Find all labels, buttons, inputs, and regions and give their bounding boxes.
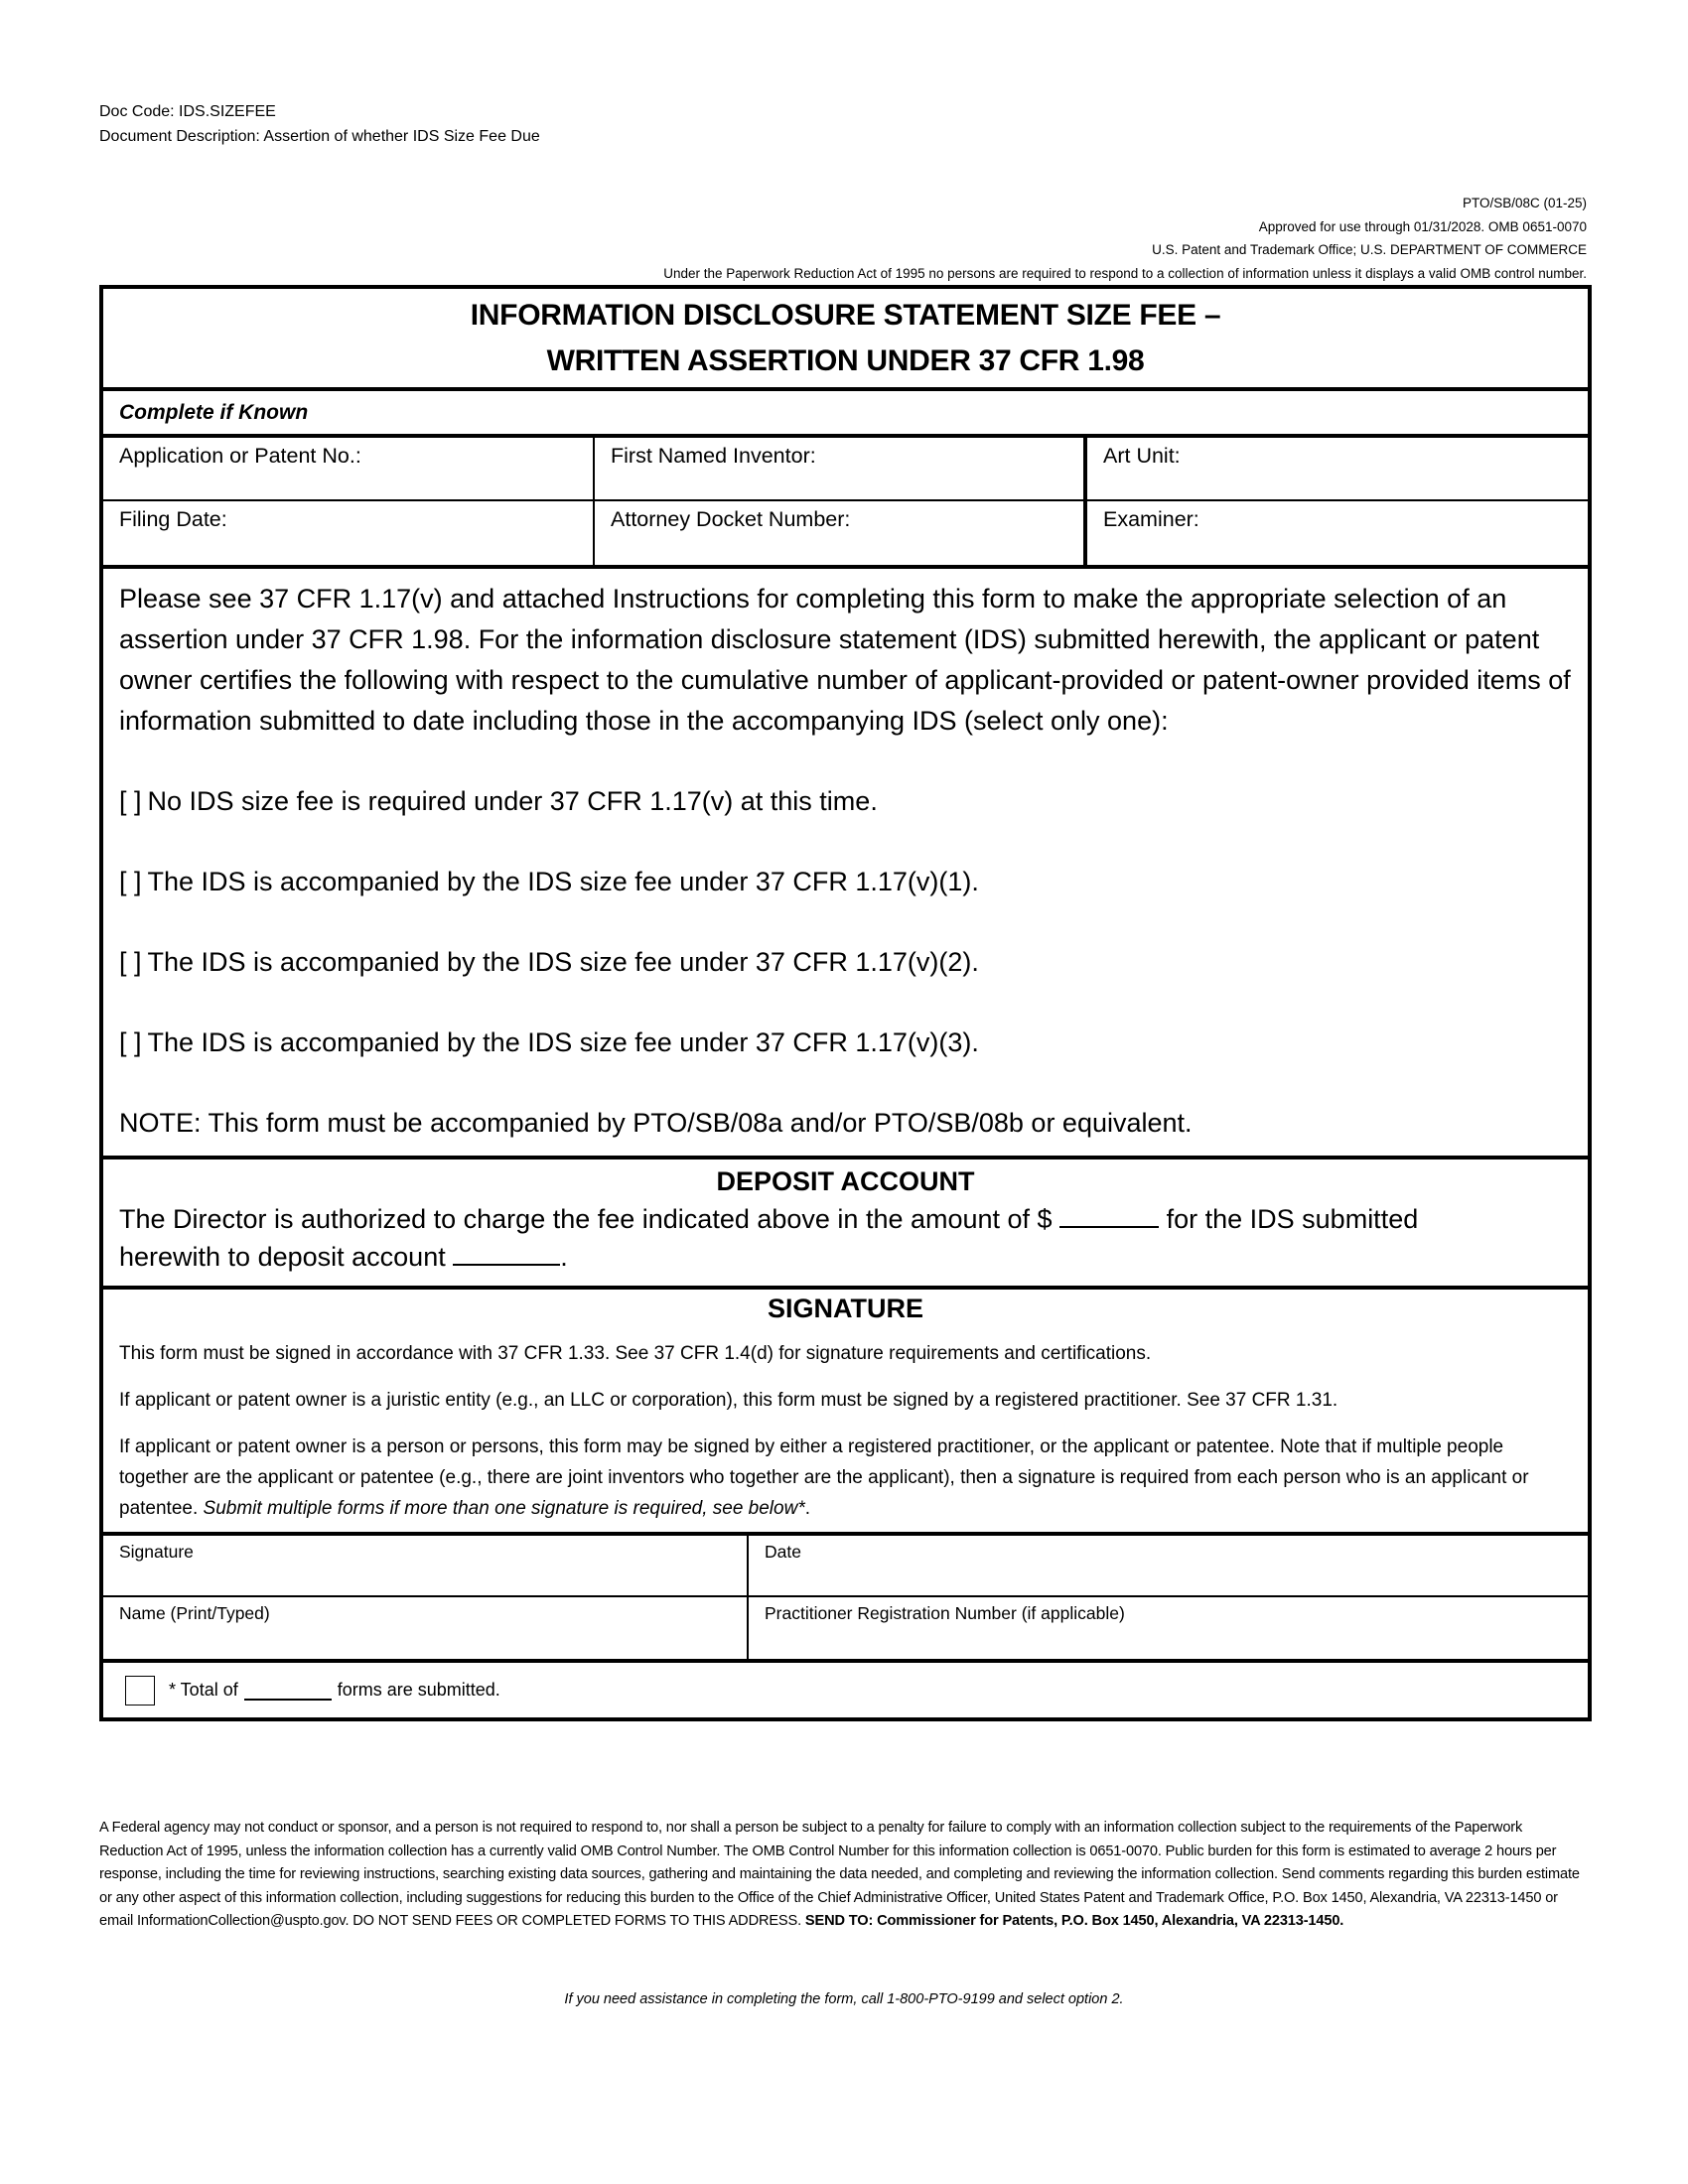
total-forms-prefix: * Total of — [169, 1680, 238, 1700]
option-fee-v2[interactable] — [119, 942, 1572, 983]
ids-size-fee-form — [99, 285, 1592, 1721]
date-field[interactable] — [749, 1536, 1588, 1597]
option-checkbox[interactable]: [ ] — [119, 947, 142, 977]
deposit-authorization-text — [119, 1200, 1572, 1276]
assertion-intro: Please see 37 CFR 1.17(v) and attached Instructions for completing this form to make the appropriate selection of an assertion under 37 CFR 1.98. For the information disclosure statement (IDS) submitted herewith, the applicant or patent owner certifies the following with respect to the cumulative number of applicant-provided or patent-owner provided items of information submitted to date including those in the accompanying IDS (select only one): — [119, 584, 1571, 736]
art-unit-label: Art Unit: — [1103, 444, 1181, 468]
signature-field[interactable] — [103, 1536, 749, 1597]
docket-number-field[interactable] — [595, 501, 1087, 565]
date-label: Date — [765, 1542, 801, 1562]
registration-number-field[interactable] — [749, 1597, 1588, 1659]
paperwork-notice: Under the Paperwork Reduction Act of 1995 no persons are required to respond to a collection of information unless it displays a valid OMB control number. — [663, 265, 1587, 281]
document-metadata — [99, 99, 540, 149]
form-number: PTO/SB/08C (01-25) — [1462, 196, 1587, 210]
form-title-line-2: WRITTEN ASSERTION UNDER 37 CFR 1.98 — [546, 343, 1145, 377]
signature-grid — [103, 1536, 1588, 1663]
approval-notice: Approved for use through 01/31/2028. OMB 0651-0070 — [1258, 218, 1587, 234]
option-fee-v3[interactable] — [119, 1023, 1572, 1063]
total-forms-row — [103, 1663, 1588, 1717]
signature-instructions — [103, 1290, 1588, 1536]
option-label: The IDS is accompanied by the IDS size fee under 37 CFR 1.17(v)(1). — [147, 867, 979, 896]
assistance-notice: If you need assistance in completing the form, call 1-800-PTO-9199 and select option 2. — [564, 1991, 1124, 2007]
application-info-grid — [103, 438, 1588, 569]
complete-if-known-label: Complete if Known — [103, 391, 1588, 438]
first-inventor-field[interactable] — [595, 438, 1087, 501]
signature-heading: SIGNATURE — [767, 1294, 923, 1323]
examiner-field[interactable] — [1087, 501, 1588, 565]
deposit-account-input[interactable] — [453, 1238, 560, 1266]
deposit-text-3: herewith to deposit account — [119, 1242, 446, 1272]
total-forms-checkbox[interactable] — [125, 1676, 155, 1706]
fee-amount-input[interactable] — [1059, 1200, 1159, 1228]
agency-name: U.S. Patent and Trademark Office; U.S. DEPARTMENT OF COMMERCE — [1152, 242, 1587, 257]
art-unit-field[interactable] — [1087, 438, 1588, 501]
option-checkbox[interactable]: [ ] — [119, 786, 142, 816]
name-field[interactable] — [103, 1597, 749, 1659]
option-label: No IDS size fee is required under 37 CFR 1.17(v) at this time. — [147, 786, 878, 816]
form-title-line-1: INFORMATION DISCLOSURE STATEMENT SIZE FEE – — [470, 298, 1221, 332]
signature-para-2: If applicant or patent owner is a juristic entity (e.g., an LLC or corporation), this form must be signed by a registered practitioner. See 37 CFR 1.31. — [119, 1390, 1338, 1411]
doc-code: Doc Code: IDS.SIZEFEE — [99, 103, 276, 120]
application-no-label: Application or Patent No.: — [119, 444, 361, 468]
option-label: The IDS is accompanied by the IDS size fee under 37 CFR 1.17(v)(3). — [147, 1027, 979, 1057]
signature-para-1: This form must be signed in accordance with 37 CFR 1.33. See 37 CFR 1.4(d) for signature requirements and certifications. — [119, 1343, 1152, 1364]
signature-label: Signature — [119, 1542, 194, 1562]
burden-text: A Federal agency may not conduct or sponsor, and a person is not required to respond to, nor shall a person be subject to a penalty for failure to comply with an information collection subject to the requirements of the Paperwork Reduction Act of 1995, unless the information collection has a currently valid OMB Control Number. The OMB Control Number for this information collection is 0651-0070. Public burden for this form is estimated to average 2 hours per response, including the time for reviewing instructions, searching existing data sources, gathering and maintaining the data needed, and completing and reviewing the information collection. Send comments regarding this burden estimate or any other aspect of this information collection, including suggestions for reducing this burden to the Office of the Chief Administrative Officer, United States Patent and Trademark Office, P.O. Box 1450, Alexandria, VA 22313-1450 or email InformationCollection@uspto.gov. DO NOT SEND FEES OR COMPLETED FORMS TO THIS ADDRESS. — [99, 1820, 1580, 1929]
deposit-account-heading: DEPOSIT ACCOUNT — [716, 1166, 975, 1196]
form-title — [103, 289, 1588, 391]
application-no-field[interactable] — [103, 438, 595, 501]
option-checkbox[interactable]: [ ] — [119, 867, 142, 896]
option-fee-v1[interactable] — [119, 862, 1572, 902]
first-inventor-label: First Named Inventor: — [611, 444, 816, 468]
signature-para-3-text: If applicant or patent owner is a person or persons, this form may be signed by either a registered practitioner, or the applicant or patentee. Note that if multiple people together are the applicant or patentee (e.g., there are joint inventors who together are the applicant), then a signature is required from each person who is an applicant or patentee. — [119, 1436, 1529, 1519]
form-info — [663, 192, 1587, 285]
signature-para-3 — [119, 1432, 1572, 1524]
signature-para-3-end: . — [804, 1498, 810, 1519]
total-forms-suffix: forms are submitted. — [337, 1680, 500, 1700]
option-no-fee[interactable] — [119, 781, 1572, 822]
deposit-text-1: The Director is authorized to charge the fee indicated above in the amount of $ — [119, 1204, 1053, 1234]
send-to-address: SEND TO: Commissioner for Patents, P.O. Box 1450, Alexandria, VA 22313-1450. — [804, 1913, 1344, 1929]
option-checkbox[interactable]: [ ] — [119, 1027, 142, 1057]
burden-statement — [99, 1817, 1589, 1934]
assertion-section — [103, 569, 1588, 1160]
examiner-label: Examiner: — [1103, 507, 1199, 531]
form-note: NOTE: This form must be accompanied by PTO/SB/08a and/or PTO/SB/08b or equivalent. — [119, 1108, 1193, 1138]
deposit-account-section — [103, 1160, 1588, 1290]
registration-number-label: Practitioner Registration Number (if applicable) — [765, 1603, 1125, 1623]
deposit-text-2: for the IDS submitted — [1166, 1204, 1419, 1234]
filing-date-label: Filing Date: — [119, 507, 227, 531]
option-label: The IDS is accompanied by the IDS size fee under 37 CFR 1.17(v)(2). — [147, 947, 979, 977]
deposit-text-end: . — [560, 1242, 568, 1272]
name-label: Name (Print/Typed) — [119, 1603, 270, 1623]
signature-para-3-italic: Submit multiple forms if more than one signature is required, see below* — [203, 1498, 805, 1519]
doc-description: Document Description: Assertion of whether IDS Size Fee Due — [99, 128, 540, 145]
docket-number-label: Attorney Docket Number: — [611, 507, 851, 531]
filing-date-field[interactable] — [103, 501, 595, 565]
total-forms-input[interactable] — [244, 1681, 332, 1701]
